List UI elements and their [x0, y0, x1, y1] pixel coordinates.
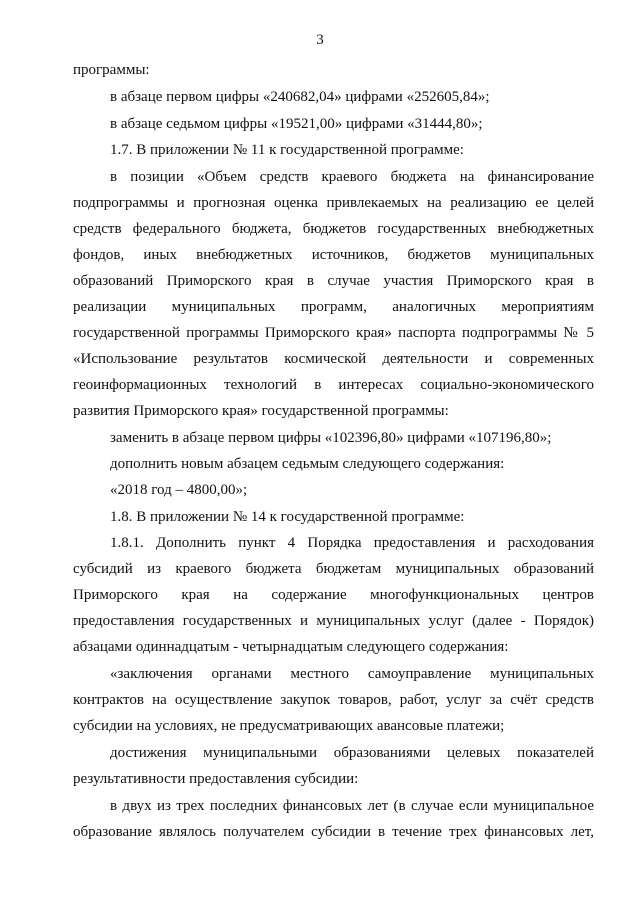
text-line: субсидии на условиях, не предусматривающих авансовые платежи;: [73, 718, 505, 734]
text-line: реализации муниципальных программ, аналогичных мероприятиям: [73, 299, 594, 315]
text-line: в двух из трех последних финансовых лет (в случае если муниципальное: [110, 798, 594, 814]
page-number: 3: [316, 32, 324, 48]
text-line: образований Приморского края в случае участия Приморского края в: [73, 273, 594, 289]
text-line: субсидий из краевого бюджета бюджетам муниципальных образований: [73, 561, 594, 577]
text-line: 1.7. В приложении № 11 к государственной программе:: [110, 142, 464, 158]
text-line: «2018 год – 4800,00»;: [110, 482, 248, 498]
text-line: фондов, иных внебюджетных источников, бюджетов муниципальных: [73, 247, 594, 263]
text-line: абзацами одиннадцатым - четырнадцатым следующего содержания:: [73, 639, 509, 655]
text-line: в абзаце первом цифры «240682,04» цифрами «252605,84»;: [110, 89, 490, 105]
text-line: в абзаце седьмом цифры «19521,00» цифрами «31444,80»;: [110, 116, 483, 132]
text-line: геоинформационных технологий в интересах социально-экономического: [73, 377, 594, 393]
text-line: «Использование результатов космической деятельности и современных: [73, 351, 594, 367]
text-line: 1.8.1. Дополнить пункт 4 Порядка предоставления и расходования: [110, 535, 594, 551]
text-line: «заключения органами местного самоуправление муниципальных: [110, 666, 594, 682]
text-line: предоставления государственных и муниципальных услуг (далее - Порядок): [73, 613, 594, 629]
text-line: программы:: [73, 62, 150, 78]
text-line: дополнить новым абзацем седьмым следующего содержания:: [110, 456, 505, 472]
text-line: подпрограммы и прогнозная оценка привлекаемых на реализацию ее целей: [73, 195, 594, 211]
text-line: результативности предоставления субсидии:: [73, 771, 359, 787]
text-line: контрактов на осуществление закупок товаров, работ, услуг за счёт средств: [73, 692, 594, 708]
text-line: развития Приморского края» государственной программы:: [73, 403, 449, 419]
text-line: средств федерального бюджета, бюджетов государственных внебюджетных: [73, 221, 594, 237]
text-line: Приморского края на содержание многофункциональных центров: [73, 587, 594, 603]
text-line: образование являлось получателем субсидии в течение трех финансовых лет,: [73, 824, 594, 840]
text-line: заменить в абзаце первом цифры «102396,80» цифрами «107196,80»;: [110, 430, 552, 446]
text-line: достижения муниципальными образованиями целевых показателей: [110, 745, 594, 761]
text-line: 1.8. В приложении № 14 к государственной программе:: [110, 509, 465, 525]
text-line: государственной программы Приморского края» паспорта подпрограммы № 5: [73, 325, 594, 341]
text-line: в позиции «Объем средств краевого бюджета на финансирование: [110, 169, 594, 185]
